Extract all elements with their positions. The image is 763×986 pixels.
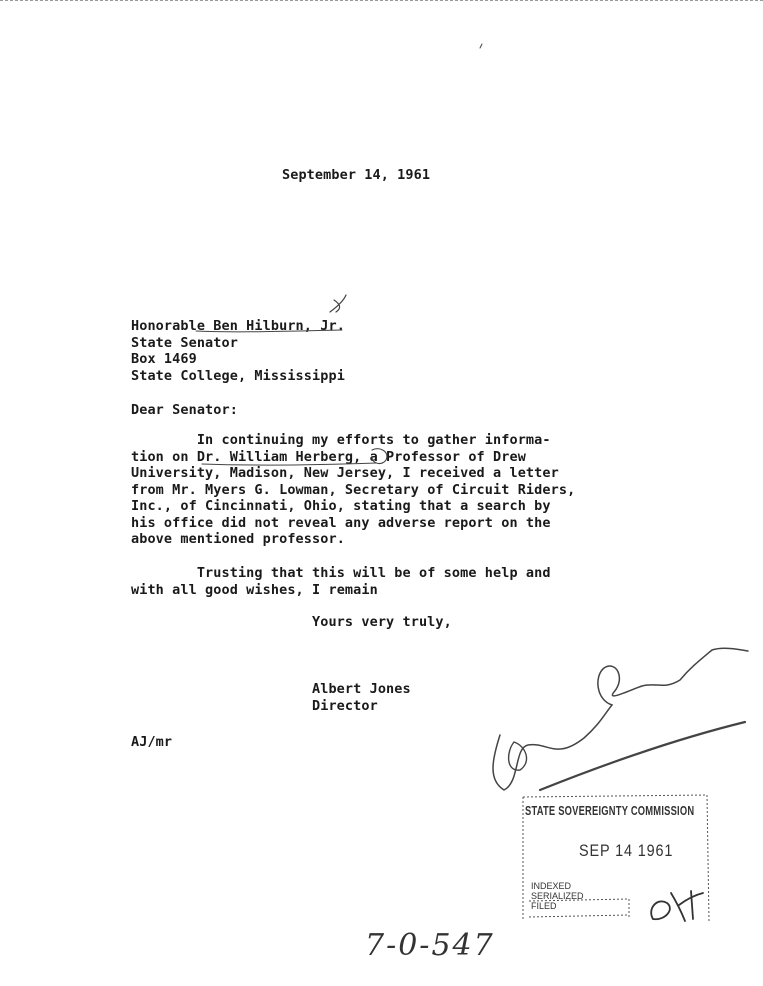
- name-circle: [372, 449, 387, 464]
- handwritten-e-correction: [330, 295, 346, 312]
- complimentary-closing: Yours very truly,: [312, 614, 452, 630]
- dash-stroke: [540, 722, 745, 790]
- stamp-received-date: SEP 14 1961: [579, 841, 674, 860]
- letter-date: September 14, 1961: [282, 167, 431, 183]
- stamp-serialized-label: SERIALIZED: [531, 891, 584, 901]
- address-underline: [196, 330, 342, 332]
- address-line-3: Box 1469: [131, 351, 197, 367]
- body-paragraph-1: In continuing my efforts to gather informa- tion on Dr. William Herberg, a Professor of Drew University, Madison, New Jersey, I received a letter from Mr. Myers G. Lowman, Secretary of Circuit Riders, Inc., of Cincinnati, Ohio, stating that a search by his office did not reveal any adverse report on the above mentioned professor.: [131, 432, 576, 547]
- signer-title: Director: [312, 697, 378, 714]
- initial-mark: [509, 742, 527, 770]
- stamp-indexed-label: INDEXED: [531, 881, 572, 891]
- typist-initials: AJ/mr: [131, 734, 173, 750]
- body-paragraph-2: Trusting that this will be of some help and with all good wishes, I remain: [131, 565, 551, 598]
- address-line-1: Honorable Ben Hilburn, Jr.: [131, 318, 345, 334]
- handwritten-notation: [493, 648, 748, 790]
- address-line-4: State College, Mississippi: [131, 367, 345, 384]
- stamp-agency: STATE SOVEREIGNTY COMMISSION: [525, 803, 695, 818]
- pen-mark-top: [480, 44, 482, 48]
- address-line-2: State Senator: [131, 334, 238, 351]
- stamp-handwritten-initials: [641, 885, 711, 925]
- stamp-filed-label: FILED: [531, 901, 557, 911]
- handwritten-file-number: 7-0-547: [365, 928, 495, 963]
- salutation: Dear Senator:: [131, 402, 238, 418]
- signer-name: Albert Jones: [312, 681, 411, 697]
- received-stamp: [521, 789, 711, 929]
- name-underline: [202, 463, 376, 465]
